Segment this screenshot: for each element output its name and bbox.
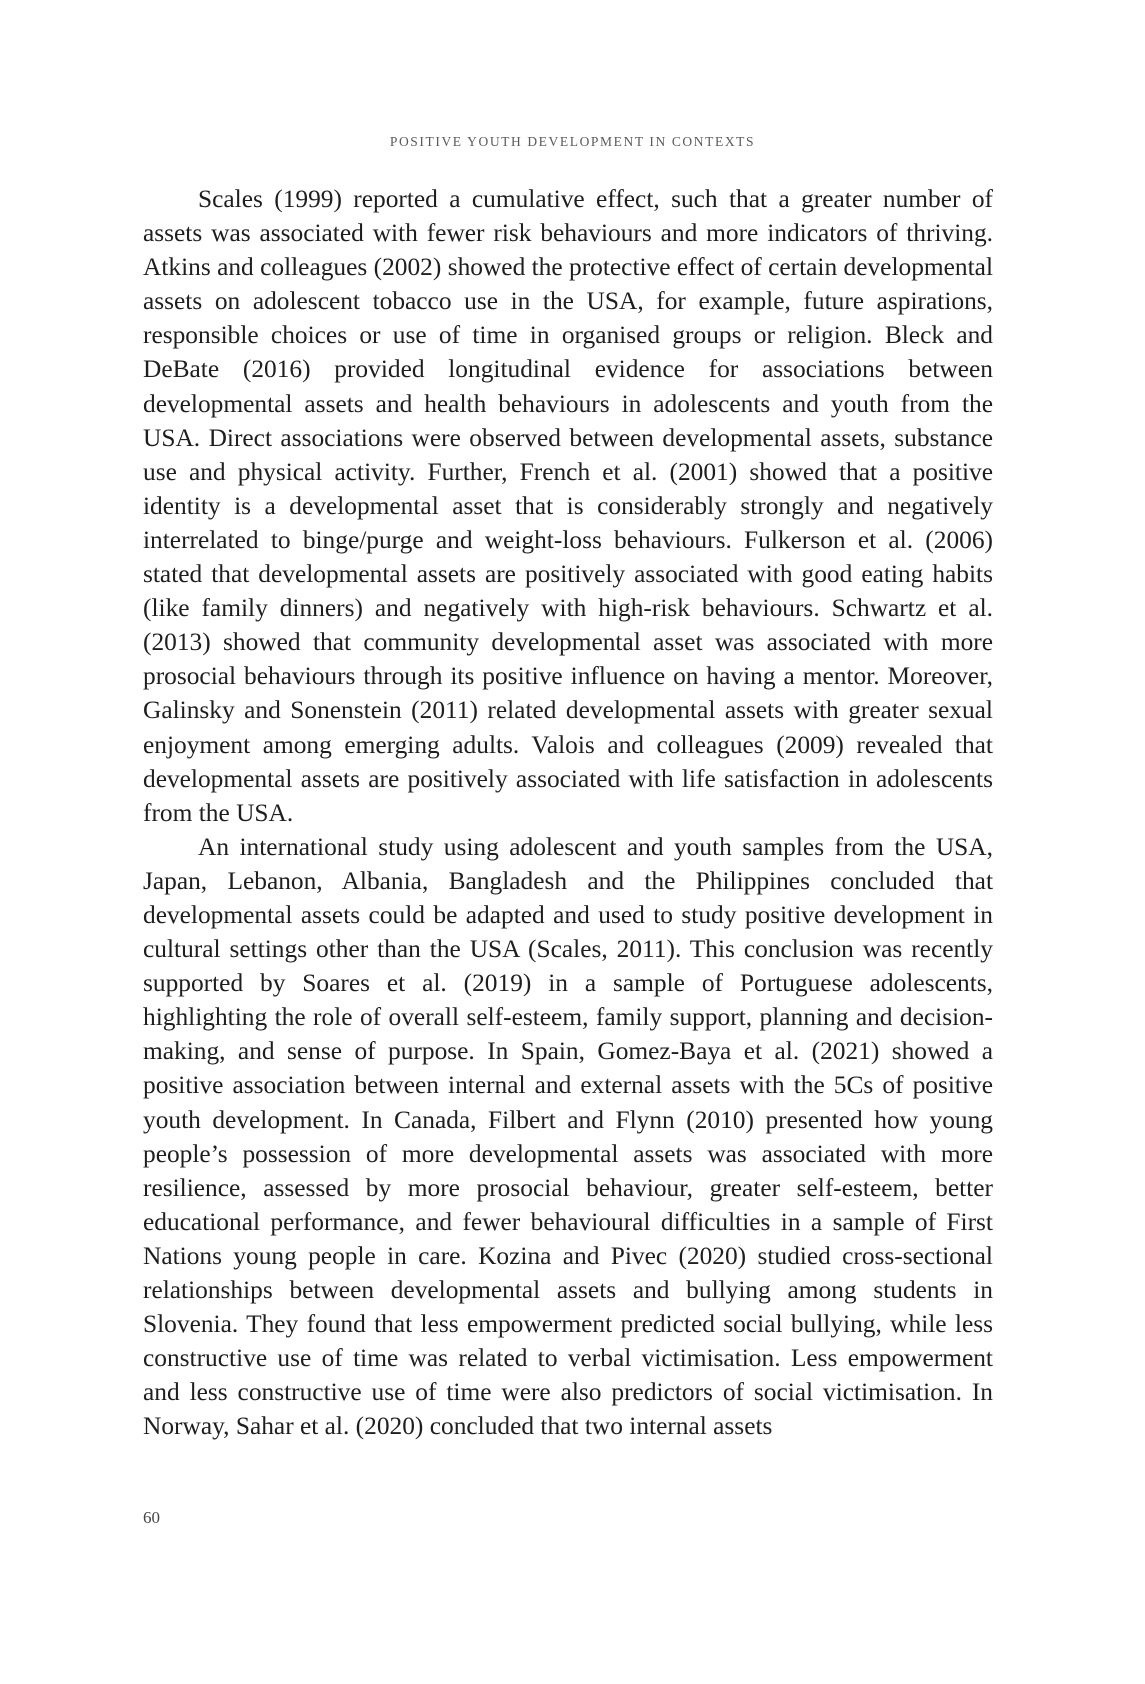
- running-header: POSITIVE YOUTH DEVELOPMENT IN CONTEXTS: [389, 134, 756, 149]
- body-text: [143, 182, 993, 1443]
- paragraph-2: An international study using adolescent and youth samples from the USA, Japan, Lebanon, Albania, Bangladesh and the Philippines concluded that developmental assets could be adapted and used to study positive development in cultural settings other than the USA (Scales, 2011). This conclusion was recently supported by Soares et al. (2019) in a sample of Portuguese adolescents, highlighting the role of overall self-esteem, family support, planning and decision-making, and sense of purpose. In Spain, Gomez-Baya et al. (2021) showed a positive association between internal and external assets with the 5Cs of positive youth development. In Canada, Filbert and Flynn (2010) presented how young people’s possession of more developmental assets was associated with more resilience, assessed by more prosocial behaviour, greater self-esteem, better educational performance, and fewer behavioural difficulties in a sample of First Nations young people in care. Kozina and Pivec (2020) studied cross-sectional relationships between developmental assets and bullying among students in Slovenia. They found that less empowerment predicted social bullying, while less constructive use of time was related to verbal victimisation. Less empowerment and less constructive use of time were also predictors of social victimisation. In Norway, Sahar et al. (2020) concluded that two internal assets: [143, 832, 993, 1441]
- page-number: 60: [143, 1508, 160, 1527]
- paragraph-1: Scales (1999) reported a cumulative effect, such that a greater number of assets was associated with fewer risk behaviours and more indicators of thriving. Atkins and colleagues (2002) showed the protective effect of certain developmental assets on adolescent tobacco use in the USA, for example, future aspirations, responsible choices or use of time in organised groups or religion. Bleck and DeBate (2016) provided longitudinal evidence for associations between developmental assets and health behaviours in adolescents and youth from the USA. Direct associations were observed between developmental assets, substance use and physical activity. Further, French et al. (2001) showed that a positive identity is a developmental asset that is considerably strongly and negatively interrelated to binge/purge and weight-loss behaviours. Fulkerson et al. (2006) stated that developmental assets are positively associated with good eating habits (like family dinners) and negatively with high-risk behaviours. Schwartz et al. (2013) showed that community developmental asset was associated with more prosocial behaviours through its positive influence on having a mentor. Moreover, Galinsky and Sonenstein (2011) related developmental assets with greater sexual enjoyment among emerging adults. Valois and colleagues (2009) revealed that developmental assets are positively associated with life satisfaction in adolescents from the USA.: [143, 185, 993, 827]
